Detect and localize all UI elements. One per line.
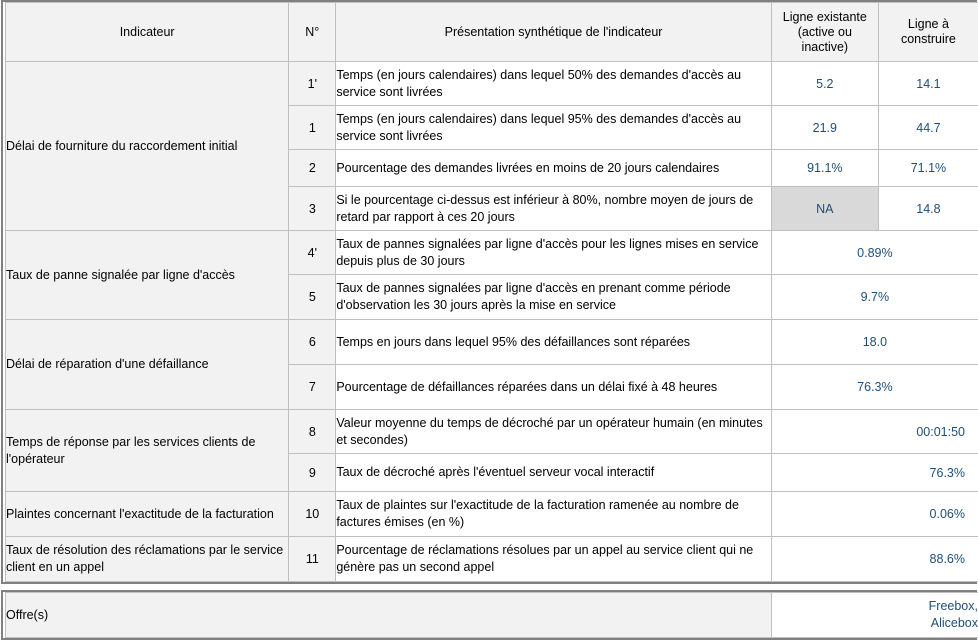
value-ligne-a-construire: 71.1%	[878, 150, 978, 187]
group-label-panne: Taux de panne signalée par ligne d'accès	[6, 231, 289, 320]
group-label-services-clients: Temps de réponse par les services clients de l'opérateur	[6, 410, 289, 492]
row-number: 4'	[289, 231, 336, 275]
row-number: 10	[289, 492, 336, 537]
offre-value-line-1: Freebox,	[772, 598, 978, 615]
row-number: 1	[289, 106, 336, 150]
row-description: Pourcentage de défaillances réparées dans un délai fixé à 48 heures	[336, 365, 771, 410]
value-merged: 9.7%	[771, 275, 978, 320]
table-row	[6, 231, 978, 275]
group-label-reparation: Délai de réparation d'une défaillance	[6, 320, 289, 410]
table-row	[6, 537, 978, 582]
row-description: Pourcentage de réclamations résolues par un appel au service client qui ne génère pas un second appel	[336, 537, 771, 582]
ligne-a-construire-line-1: Ligne à	[879, 17, 978, 32]
row-number: 9	[289, 454, 336, 492]
column-header-numero: N°	[289, 3, 336, 62]
row-description: Pourcentage des demandes livrées en moins de 20 jours calendaires	[336, 150, 771, 187]
row-number: 7	[289, 365, 336, 410]
row-description: Temps en jours dans lequel 95% des défaillances sont réparées	[336, 320, 771, 365]
offre-label: Offre(s)	[6, 593, 772, 638]
group-label-plaintes: Plaintes concernant l'exactitude de la facturation	[6, 492, 289, 537]
value-ligne-existante: 91.1%	[771, 150, 878, 187]
table-row	[6, 62, 978, 106]
ligne-existante-line-1: Ligne existante	[772, 10, 878, 25]
value-ligne-existante-na: NA	[771, 187, 878, 231]
indicators-table	[5, 2, 978, 582]
indicators-table-block	[1, 0, 977, 584]
value-ligne-a-construire: 14.1	[878, 62, 978, 106]
value-merged: 18.0	[771, 320, 978, 365]
offre-table	[5, 592, 978, 638]
value-ligne-existante: 21.9	[771, 106, 878, 150]
group-label-raccordement: Délai de fourniture du raccordement initial	[6, 62, 289, 231]
value-merged: 00:01:50	[771, 410, 978, 454]
row-number: 2	[289, 150, 336, 187]
row-description: Si le pourcentage ci-dessus est inférieur à 80%, nombre moyen de jours de retard par rapport à ces 20 jours	[336, 187, 771, 231]
value-ligne-a-construire: 44.7	[878, 106, 978, 150]
value-merged: 76.3%	[771, 454, 978, 492]
ligne-a-construire-line-2: construire	[879, 32, 978, 47]
value-ligne-existante: 5.2	[771, 62, 878, 106]
row-description: Temps (en jours calendaires) dans lequel 95% des demandes d'accès au service sont livrées	[336, 106, 771, 150]
row-number: 5	[289, 275, 336, 320]
row-number: 8	[289, 410, 336, 454]
ligne-existante-line-3: inactive)	[772, 40, 878, 55]
value-ligne-a-construire: 14.8	[878, 187, 978, 231]
row-number: 1'	[289, 62, 336, 106]
table-body	[6, 62, 978, 582]
column-header-ligne-a-construire	[878, 3, 978, 62]
row-description: Valeur moyenne du temps de décroché par un opérateur humain (en minutes et secondes)	[336, 410, 771, 454]
offre-table-block	[1, 590, 977, 640]
row-description: Taux de plaintes sur l'exactitude de la facturation ramenée au nombre de factures émises (en %)	[336, 492, 771, 537]
table-row	[6, 492, 978, 537]
row-number: 6	[289, 320, 336, 365]
row-number: 11	[289, 537, 336, 582]
group-label-resolution: Taux de résolution des réclamations par le service client en un appel	[6, 537, 289, 582]
offre-value	[771, 593, 978, 638]
value-merged: 88.6%	[771, 537, 978, 582]
value-merged: 76.3%	[771, 365, 978, 410]
column-header-presentation: Présentation synthétique de l'indicateur	[336, 3, 771, 62]
row-description: Taux de pannes signalées par ligne d'accès pour les lignes mises en service depuis plus de 30 jours	[336, 231, 771, 275]
column-header-ligne-existante	[771, 3, 878, 62]
value-merged: 0.06%	[771, 492, 978, 537]
offre-value-line-2: Alicebox	[772, 615, 978, 632]
row-number: 3	[289, 187, 336, 231]
table-row	[6, 320, 978, 365]
table-header-row	[6, 3, 978, 62]
offre-row	[6, 593, 978, 638]
row-description: Temps (en jours calendaires) dans lequel 50% des demandes d'accès au service sont livrées	[336, 62, 771, 106]
ligne-existante-line-2: (active ou	[772, 25, 878, 40]
row-description: Taux de décroché après l'éventuel serveur vocal interactif	[336, 454, 771, 492]
table-row	[6, 410, 978, 454]
row-description: Taux de pannes signalées par ligne d'accès en prenant comme période d'observation les 30 jours après la mise en service	[336, 275, 771, 320]
value-merged: 0.89%	[771, 231, 978, 275]
column-header-indicateur: Indicateur	[6, 3, 289, 62]
